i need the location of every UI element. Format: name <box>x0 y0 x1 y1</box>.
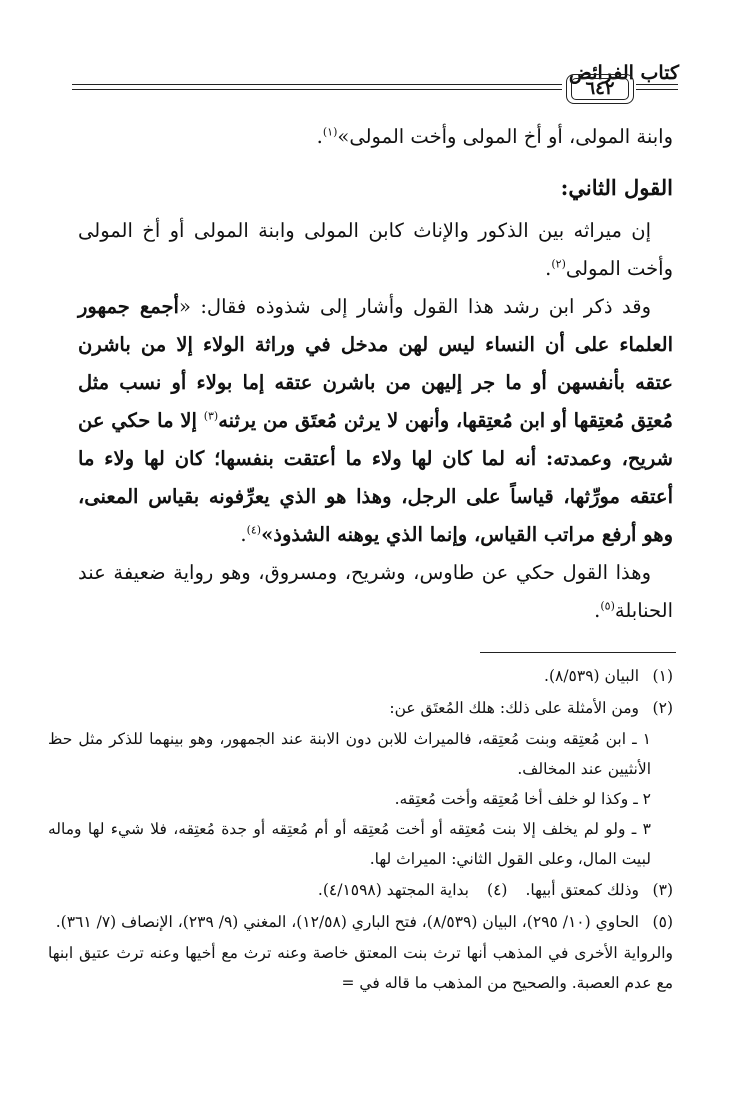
page-number: ٦٤٢ <box>571 78 629 100</box>
footnote-2-item-3: ٣ ـ ولو لم يخلف إلا بنت مُعتِقه أو أخت مُعتِقه أو أم مُعتِقه أو جدة مُعتِقه، فلا شيء لها وماله لبيت المال، وعلى القول الثاني: الميراث لها. <box>48 820 651 868</box>
footnotes-3-4 <box>48 874 673 906</box>
paragraph-3: وقد ذكر ابن رشد هذا القول وأشار إلى شذوذه فقال: «أجمع جمهور العلماء على أن النساء ليس لهن مدخل في وراثة الولاء إلا من باشرن عتقه بأنفسهن أو ما جر إليهن من باشرن عتقه إما بولاء أو نسب مثل مُعتِق مُعتِقها أو ابن مُعتِقها، وأنهن لا يرثن مُعتَق من يرثنه$^{(٣)}$ إلا ما حكي عن شريح، وعمدته: أنه لما كان لها ولاء ما أعتقت بنفسها؛ كان لها ولاء ما أعتقه مورِّثها، قياساً على الرجل، وهذا هو الذي يعرِّفونه بقياس المعنى، وهو أرفع مراتب القياس، وإنما الذي يوهنه الشذوذ»$^{(٤)}$. <box>78 295 673 546</box>
footnote-5-text: الحاوي (١٠/ ٢٩٥)، البيان (٨/٥٣٩)، فتح الباري (١٢/٥٨)، المغني (٩/ ٢٣٩)، الإنصاف (٧/ ٣٦١). <box>55 913 639 931</box>
footnote-1-text: البيان (٨/٥٣٩). <box>544 667 639 685</box>
footnotes <box>48 660 673 998</box>
section-heading: القول الثاني: <box>560 175 673 200</box>
header-rule-left <box>72 84 562 85</box>
header-rule-right-2 <box>636 89 678 90</box>
header-rule-right <box>636 84 678 85</box>
paragraph-2: إن ميراثه بين الذكور والإناث كابن المولى وابنة المولى أو أخ المولى وأخت المولى$^{(٢)}$. <box>78 219 673 280</box>
footnote-5-continuation: والرواية الأخرى في المذهب أنها ترث بنت المعتق خاصة وعنه ترث مع أخيها وعنه ترث عتيق ابنها مع عدم العصبة. والصحيح من المذهب ما قاله في = <box>48 944 673 992</box>
paragraph-3-intro: وقد ذكر ابن رشد هذا القول وأشار إلى شذوذه فقال: « <box>178 295 651 318</box>
footnote-ref-3: (٣) <box>203 409 219 423</box>
page-number-frame <box>566 74 634 104</box>
footnote-3-number: (٣) <box>652 881 673 899</box>
footnote-1 <box>48 660 673 692</box>
header-rule-left-2 <box>72 89 562 90</box>
footnote-ref-5: (٥) <box>600 599 615 613</box>
footnote-ref-1: (١) <box>322 125 338 139</box>
paragraph-1: وابنة المولى، أو أخ المولى وأخت المولى»$^{(١)}$. <box>316 125 673 148</box>
footnote-3-text: وذلك كمعتق أبيها. <box>525 881 639 899</box>
footnote-2-number: (٢) <box>652 699 673 717</box>
footnote-separator <box>480 652 676 653</box>
paragraph-1-text: وابنة المولى، أو أخ المولى وأخت المولى» <box>337 125 673 148</box>
ibn-rushd-quote-a: أجمع جمهور العلماء على أن النساء ليس لهن مدخل في وراثة الولاء إلا من باشرن عتقه بأنفسهن أو ما جر إليهن من باشرن عتقه إما بولاء أو نسب مثل مُعتِق مُعتِقها أو ابن مُعتِقها، وأنهن لا يرثن مُعتَق من يرثنه <box>78 295 673 432</box>
book-title: كتاب الفرائض <box>568 62 679 84</box>
footnote-ref-4: (٤) <box>246 523 262 537</box>
page-header <box>0 0 751 110</box>
footnote-5-number: (٥) <box>652 913 673 931</box>
footnote-2 <box>48 692 673 724</box>
main-text <box>78 118 673 630</box>
footnote-2-item-1: ١ ـ ابن مُعتِقه وبنت مُعتِقه، فالميراث للابن دون الابنة عند الجمهور، وهو بينهما للذكر مثل حظ الأنثيين عند المخالف. <box>48 730 651 778</box>
footnote-4-text: بداية المجتهد (٤/١٥٩٨). <box>317 881 469 899</box>
footnote-1-number: (١) <box>652 667 673 685</box>
paragraph-4-text: وهذا القول حكي عن طاوس، وشريح، ومسروق، وهو رواية ضعيفة عند الحنابلة <box>78 561 673 622</box>
footnote-4-number: (٤) <box>487 881 508 899</box>
footnote-ref-2: (٢) <box>551 257 566 271</box>
ibn-rushd-quote-b: إلا ما حكي عن شريح، وعمدته: أنه لما كان لها ولاء ما أعتقت بنفسها؛ كان لها ولاء ما أعتقه مورِّثها، قياساً على الرجل، وهذا هو الذي يعرِّفونه بقياس المعنى، وهو أرفع مراتب القياس، وإنما الذي يوهنه الشذوذ» <box>78 409 673 546</box>
footnote-2-item-2: ٢ ـ وكذا لو خلف أخا مُعتِقه وأخت مُعتِقه. <box>394 790 651 808</box>
footnote-5 <box>48 906 673 938</box>
footnote-2-text: ومن الأمثلة على ذلك: هلك المُعتَق عن: <box>389 699 639 717</box>
paragraph-2-text: إن ميراثه بين الذكور والإناث كابن المولى وابنة المولى أو أخ المولى وأخت المولى <box>78 219 673 280</box>
paragraph-4: وهذا القول حكي عن طاوس، وشريح، ومسروق، وهو رواية ضعيفة عند الحنابلة$^{(٥)}$. <box>78 561 673 622</box>
